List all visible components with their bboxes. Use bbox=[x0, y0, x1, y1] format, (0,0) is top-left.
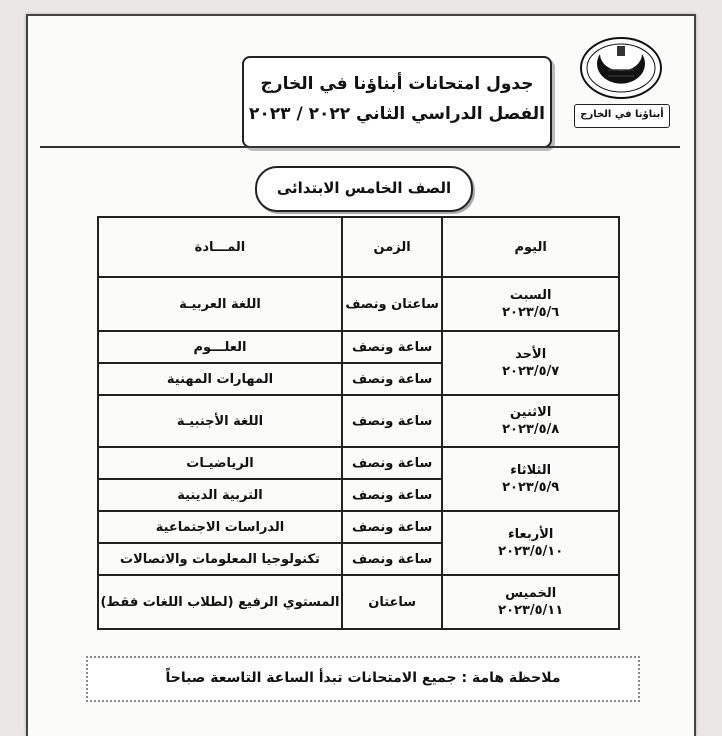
time-cell: ساعة ونصف bbox=[342, 543, 442, 575]
day-cell bbox=[442, 331, 619, 395]
grade-label: الصف الخامس الابتدائى bbox=[255, 166, 473, 212]
day-name: الاثنين bbox=[509, 405, 552, 420]
table-header-row bbox=[98, 217, 619, 277]
subject-cell: تكنولوجيا المعلومات والاتصالات bbox=[98, 543, 342, 575]
subject-cell: الدراسات الاجتماعية bbox=[98, 511, 342, 543]
day-name: الثلاثاء bbox=[510, 463, 552, 478]
day-date: ٢٠٢٣/٥/٩ bbox=[502, 480, 560, 495]
subject-cell: العلـــوم bbox=[98, 331, 342, 363]
day-cell bbox=[442, 511, 619, 575]
table-row bbox=[98, 511, 619, 543]
exam-schedule-table bbox=[97, 216, 620, 630]
table-row bbox=[98, 331, 619, 363]
subject-cell: المستوي الرفيع (لطلاب اللغات فقط) bbox=[98, 575, 342, 629]
day-date: ٢٠٢٣/٥/٧ bbox=[502, 364, 560, 379]
header-divider bbox=[40, 146, 680, 148]
day-date: ٢٠٢٣/٥/٨ bbox=[502, 422, 560, 437]
subject-cell: المهارات المهنية bbox=[98, 363, 342, 395]
day-name: الأحد bbox=[515, 347, 547, 362]
table-row bbox=[98, 447, 619, 479]
header-day: اليوم bbox=[442, 217, 619, 277]
day-name: الأربعاء bbox=[507, 527, 554, 542]
logo-caption: أبناؤنا في الخارج bbox=[574, 104, 670, 128]
day-date: ٢٠٢٣/٥/١٠ bbox=[498, 544, 564, 559]
page-title: جدول امتحانات أبناؤنا في الخارج bbox=[260, 74, 534, 94]
time-cell: ساعة ونصف bbox=[342, 479, 442, 511]
subject-cell: اللغة العربيـة bbox=[98, 277, 342, 331]
day-name: السبت bbox=[509, 288, 552, 303]
time-cell: ساعة ونصف bbox=[342, 511, 442, 543]
day-cell bbox=[442, 395, 619, 447]
page-subtitle: الفصل الدراسي الثاني ٢٠٢٢ / ٢٠٢٣ bbox=[249, 104, 545, 124]
day-cell bbox=[442, 277, 619, 331]
time-cell: ساعة ونصف bbox=[342, 395, 442, 447]
time-cell: ساعتان ونصف bbox=[342, 277, 442, 331]
day-cell bbox=[442, 575, 619, 629]
time-cell: ساعة ونصف bbox=[342, 447, 442, 479]
day-name: الخميس bbox=[505, 586, 557, 601]
important-note: ملاحظة هامة : جميع الامتحانات تبدأ الساعة التاسعة صباحاً bbox=[86, 656, 640, 702]
header-time: الزمن bbox=[342, 217, 442, 277]
day-date: ٢٠٢٣/٥/١١ bbox=[498, 603, 564, 618]
table-row bbox=[98, 575, 619, 629]
subject-cell: اللغة الأجنبيـة bbox=[98, 395, 342, 447]
header-subject: المـــادة bbox=[98, 217, 342, 277]
subject-cell: الرياضيـات bbox=[98, 447, 342, 479]
table-row bbox=[98, 395, 619, 447]
title-box bbox=[242, 56, 552, 148]
time-cell: ساعة ونصف bbox=[342, 331, 442, 363]
table-row bbox=[98, 277, 619, 331]
time-cell: ساعتان bbox=[342, 575, 442, 629]
day-cell bbox=[442, 447, 619, 511]
time-cell: ساعة ونصف bbox=[342, 363, 442, 395]
subject-cell: التربية الدينية bbox=[98, 479, 342, 511]
ministry-logo-icon bbox=[578, 36, 664, 100]
day-date: ٢٠٢٣/٥/٦ bbox=[502, 305, 560, 320]
